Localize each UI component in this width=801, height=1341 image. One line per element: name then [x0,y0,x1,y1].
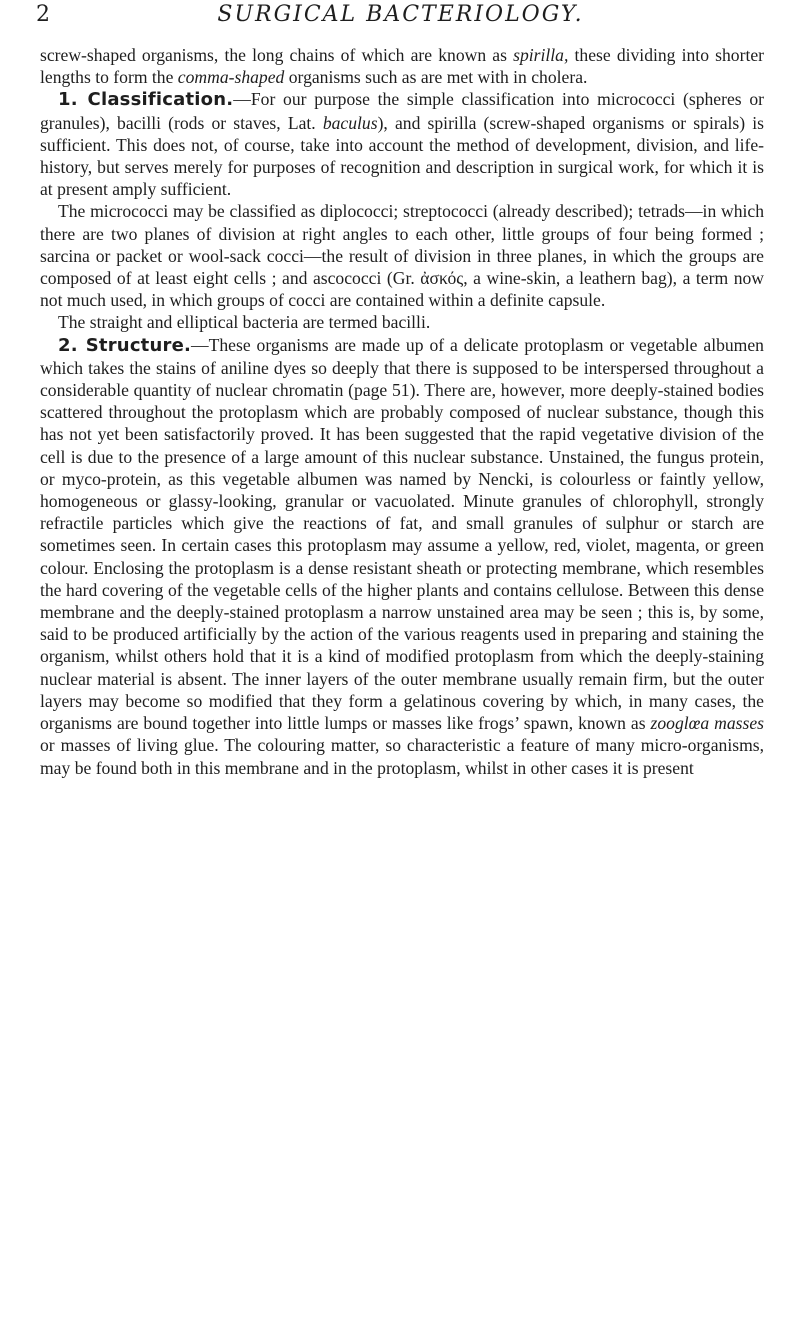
term-baculus: baculus [322,112,378,133]
term-comma-shaped: comma-shaped [177,67,285,88]
paragraph-classification [40,88,764,200]
text-run: these dividing into shorter lengths to form the [40,45,765,88]
section-heading-structure: 2. Structure. [58,334,192,356]
term-zoogloea-masses: zooglœa masses [650,713,764,734]
text-run: The micrococci may be classified as diplococci; streptococci (already described); tetrads—in which there are two planes of division at right angles to each other, little groups of four being formed ; sarcina or packet or wool-sack cocci—the result of division in three planes, in which the groups are composed of at least eight cells ; and ascococci (Gr. ἀσκός, a wine-skin, a leathern bag), a term now not much used, in which groups of cocci are contained within a definite capsule. [40,201,764,311]
body-text [40,44,764,779]
paragraph-micrococci [40,200,764,311]
text-run: ), and spirilla (screw-shaped organisms or spirals) is sufficient. This does not, of course, take into account the method of development, division, and life-history, but serves merely for purposes of recognition and description in surgical work, for which it is at present amply sufficient. [40,112,764,200]
section-heading-classification: 1. Classification. [58,89,234,111]
paragraph-structure [40,334,764,779]
paragraph-continued [40,44,764,88]
running-header [36,2,765,32]
text-run: —For our purpose the simple classification into micrococci (spheres or granules), bacilli (rods or staves, Lat. [40,89,764,133]
page-number: 2 [36,2,52,27]
text-run: —These organisms are made up of a delicate protoplasm or vegetable albumen which takes the stains of aniline dyes so deeply that there is supposed to be interspersed throughout a considerable quantity of nuclear chromatin (page 51). There are, however, more deeply-stained bodies scattered throughout the protoplasm which are probably composed of nuclear substance, though this has not yet been satisfactorily proved. It has been suggested that the rapid vegetative division of the cell is due to the presence of a large amount of this nuclear substance. Unstained, the fungus protein, or myco-protein, as this vegetable albumen was named by Nencki, is colourless or faintly yellow, homogeneous or glassy-looking, granular or vacuolated. Minute granules of chlorophyll, strongly refractile particles which give the reactions of fat, and small granules of sulphur or starch are sometimes seen. In certain cases this protoplasm may assume a yellow, red, violet, magenta, or green colour. Enclosing the protoplasm is a dense resistant sheath or protecting membrane, which resembles the hard covering of the vegetable cells of the higher plants and contains cellulose. Between this dense membrane and the deeply-stained protoplasm a narrow unstained area may be seen ; this is, by some, said to be produced artificially by the action of the various reagents used in preparing and staining the organism, whilst others hold that it is a kind of modified protoplasm from which the deeply-staining nuclear material is absent. The inner layers of the outer membrane usually remain firm, but the outer layers may become so modified that they form a gelatinous covering by which, in many cases, the organisms are bound together into little lumps or masses like frogs’ spawn, known as [40,334,764,734]
text-run: screw-shaped organisms, the long chains of which are known as [40,45,514,65]
text-run: The straight and elliptical bacteria are termed bacilli. [58,312,431,333]
paragraph-bacilli [40,311,764,333]
text-run: organisms such as are met with in cholera. [284,67,588,88]
text-run: or masses of living glue. The colouring matter, so characteristic a feature of many micro-organisms, may be found both in this membrane and in the protoplasm, whilst in other cases it is present [40,735,764,778]
term-spirilla: spirilla, [513,45,569,65]
running-title: SURGICAL BACTERIOLOGY. [217,2,584,27]
